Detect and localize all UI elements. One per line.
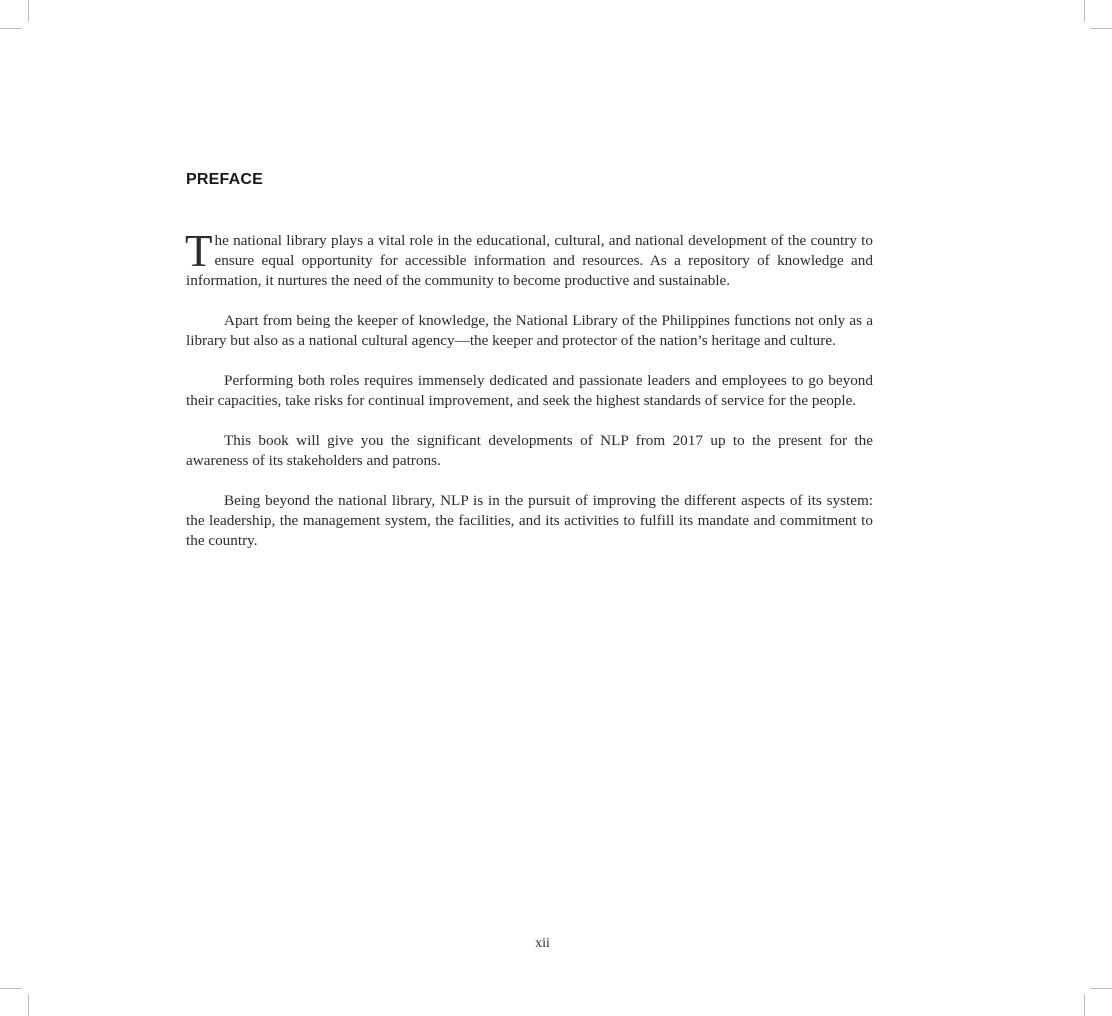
crop-mark-top-left [28, 0, 29, 22]
crop-mark-bottom-left [28, 994, 29, 1016]
paragraph-1-text: he national library plays a vital role in the educational, cultural, and national development of the country to ensure equal opportunity for accessible information and resources. As a repository of knowledge and information, it nurtures the need of the community to become productive and sustainable. [186, 232, 873, 289]
page-title: PREFACE [186, 171, 263, 188]
crop-mark-top-left-horizontal [0, 28, 22, 29]
paragraph-2: Apart from being the keeper of knowledge, the National Library of the Philippines functions not only as a library but also as a national cultural agency—the keeper and protector of the nation’s heritage and culture. [186, 312, 873, 349]
paragraph-1 [185, 226, 873, 291]
preface-body [185, 226, 873, 571]
paragraph-4: This book will give you the significant developments of NLP from 2017 up to the present for the awareness of its stakeholders and patrons. [186, 432, 873, 469]
crop-mark-bottom-right [1084, 994, 1085, 1016]
drop-cap: T [185, 226, 213, 276]
crop-mark-top-right [1084, 0, 1085, 22]
paragraph-3: Performing both roles requires immensely dedicated and passionate leaders and employees to go beyond their capacities, take risks for continual improvement, and seek the highest standards of service for the people. [186, 372, 873, 409]
paragraph-5: Being beyond the national library, NLP is in the pursuit of improving the different aspects of its system: the leadership, the management system, the facilities, and its activities to fulfill its mandate and commitment to the country. [186, 492, 873, 549]
crop-mark-bottom-left-horizontal [0, 988, 22, 989]
crop-mark-bottom-right-horizontal [1090, 988, 1112, 989]
crop-mark-top-right-horizontal [1090, 28, 1112, 29]
page-number: xii [535, 936, 550, 951]
